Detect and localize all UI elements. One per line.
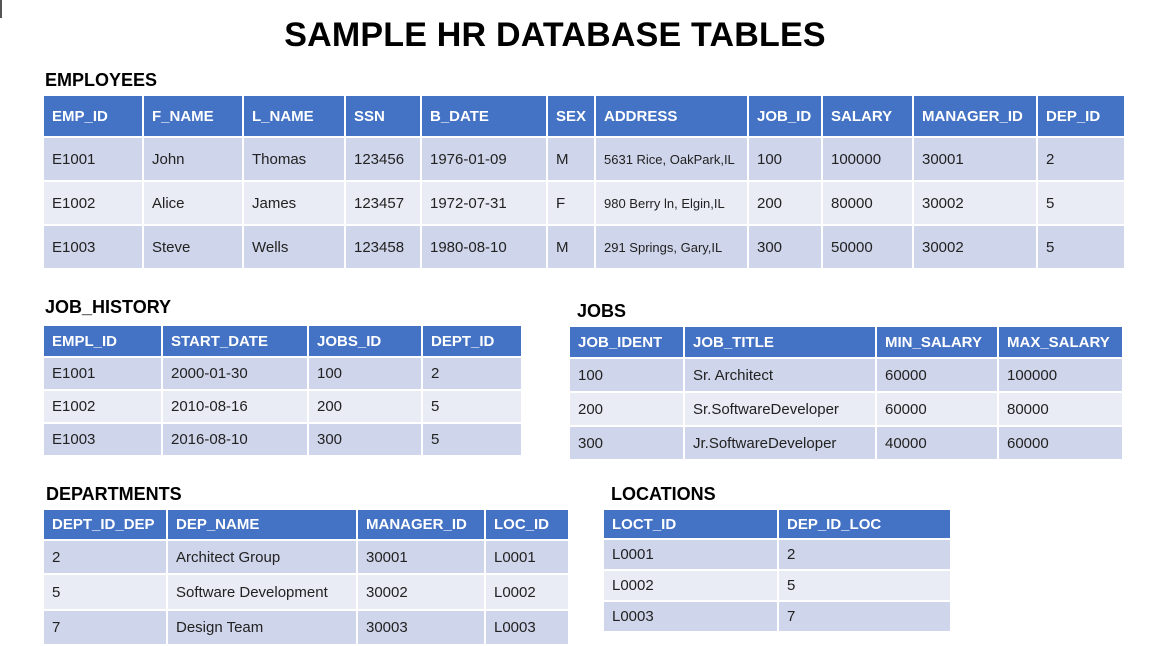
table-cell: 100000 — [822, 137, 913, 181]
table-cell: F — [547, 181, 595, 225]
table-row — [43, 357, 522, 390]
departments-label: DEPARTMENTS — [46, 484, 182, 504]
table-cell: 100 — [308, 357, 422, 390]
table-row — [569, 358, 1123, 392]
table-cell: 5 — [1037, 225, 1125, 269]
col-header: START_DATE — [162, 325, 308, 357]
table-row — [43, 181, 1125, 225]
table-cell: 100 — [748, 137, 822, 181]
table-cell: M — [547, 225, 595, 269]
table-cell: 300 — [569, 426, 684, 460]
table-row — [569, 392, 1123, 426]
table-cell: 2 — [1037, 137, 1125, 181]
table-cell: 2000-01-30 — [162, 357, 308, 390]
table-cell: 2 — [778, 539, 951, 570]
table-cell: 1980-08-10 — [421, 225, 547, 269]
col-header: MIN_SALARY — [876, 326, 998, 358]
employees-header-row — [43, 95, 1125, 137]
col-header: DEPT_ID_DEP — [43, 509, 167, 540]
table-cell: Sr.SoftwareDeveloper — [684, 392, 876, 426]
col-header: JOB_TITLE — [684, 326, 876, 358]
table-cell: 123458 — [345, 225, 421, 269]
table-cell: 80000 — [822, 181, 913, 225]
table-cell: John — [143, 137, 243, 181]
table-row — [43, 225, 1125, 269]
col-header: LOC_ID — [485, 509, 569, 540]
table-cell: Alice — [143, 181, 243, 225]
col-header: SALARY — [822, 95, 913, 137]
table-row — [603, 601, 951, 632]
col-header: MANAGER_ID — [913, 95, 1037, 137]
col-header: MANAGER_ID — [357, 509, 485, 540]
table-cell: L0001 — [485, 540, 569, 574]
table-cell: Sr. Architect — [684, 358, 876, 392]
table-cell: 2 — [43, 540, 167, 574]
table-cell: Thomas — [243, 137, 345, 181]
table-row — [43, 610, 569, 645]
table-row — [603, 570, 951, 601]
table-cell: L0003 — [485, 610, 569, 645]
jobs-label: JOBS — [577, 301, 627, 321]
locations-table — [602, 508, 952, 633]
col-header: DEP_ID_LOC — [778, 509, 951, 539]
employees-label: EMPLOYEES — [45, 70, 158, 90]
table-cell: Design Team — [167, 610, 357, 645]
job-history-label: JOB_HISTORY — [45, 297, 172, 317]
table-cell: 123457 — [345, 181, 421, 225]
page-title: SAMPLE HR DATABASE TABLES — [284, 16, 826, 54]
table-cell: Architect Group — [167, 540, 357, 574]
col-header: SEX — [547, 95, 595, 137]
table-cell: James — [243, 181, 345, 225]
table-cell: 7 — [778, 601, 951, 632]
table-cell: 60000 — [876, 392, 998, 426]
col-header: MAX_SALARY — [998, 326, 1123, 358]
col-header: B_DATE — [421, 95, 547, 137]
table-cell: 100 — [569, 358, 684, 392]
table-cell: 1976-01-09 — [421, 137, 547, 181]
table-cell: 200 — [748, 181, 822, 225]
table-cell: 5 — [43, 574, 167, 610]
table-cell: 123456 — [345, 137, 421, 181]
table-cell: L0003 — [603, 601, 778, 632]
table-cell: Wells — [243, 225, 345, 269]
table-cell: 30002 — [913, 181, 1037, 225]
table-cell: 5 — [778, 570, 951, 601]
table-cell: 5 — [1037, 181, 1125, 225]
table-cell: 30002 — [357, 574, 485, 610]
col-header: LOCT_ID — [603, 509, 778, 539]
table-cell: 60000 — [876, 358, 998, 392]
table-cell: 50000 — [822, 225, 913, 269]
col-header: L_NAME — [243, 95, 345, 137]
table-cell: 30003 — [357, 610, 485, 645]
table-row — [43, 423, 522, 456]
table-cell: E1001 — [43, 137, 143, 181]
table-cell: 100000 — [998, 358, 1123, 392]
table-cell: 2010-08-16 — [162, 390, 308, 423]
table-row — [569, 426, 1123, 460]
table-cell: 7 — [43, 610, 167, 645]
col-header: DEP_NAME — [167, 509, 357, 540]
table-cell: Jr.SoftwareDeveloper — [684, 426, 876, 460]
table-cell: Software Development — [167, 574, 357, 610]
table-cell: Steve — [143, 225, 243, 269]
table-row — [43, 137, 1125, 181]
table-cell: 2 — [422, 357, 522, 390]
table-cell: L0001 — [603, 539, 778, 570]
table-row — [603, 539, 951, 570]
table-row — [43, 390, 522, 423]
table-cell: 300 — [748, 225, 822, 269]
table-cell: E1003 — [43, 423, 162, 456]
col-header: JOB_ID — [748, 95, 822, 137]
col-header: DEP_ID — [1037, 95, 1125, 137]
job-history-table — [42, 324, 523, 457]
table-cell: 30001 — [357, 540, 485, 574]
col-header: ADDRESS — [595, 95, 748, 137]
table-row — [43, 574, 569, 610]
table-cell: 30002 — [913, 225, 1037, 269]
table-cell: E1002 — [43, 181, 143, 225]
departments-table — [42, 508, 570, 646]
employees-table — [42, 94, 1126, 270]
table-cell: 200 — [308, 390, 422, 423]
table-cell: 200 — [569, 392, 684, 426]
table-cell: L0002 — [603, 570, 778, 601]
jobs-table — [568, 325, 1124, 461]
table-cell: 291 Springs, Gary,IL — [595, 225, 748, 269]
col-header: DEPT_ID — [422, 325, 522, 357]
table-cell: E1002 — [43, 390, 162, 423]
table-cell: 60000 — [998, 426, 1123, 460]
table-row — [43, 540, 569, 574]
table-cell: 30001 — [913, 137, 1037, 181]
table-cell: 2016-08-10 — [162, 423, 308, 456]
table-cell: 300 — [308, 423, 422, 456]
table-cell: 40000 — [876, 426, 998, 460]
locations-header-row — [603, 509, 951, 539]
table-cell: 980 Berry ln, Elgin,IL — [595, 181, 748, 225]
table-cell: 5 — [422, 390, 522, 423]
table-cell: E1003 — [43, 225, 143, 269]
table-cell: 5631 Rice, OakPark,IL — [595, 137, 748, 181]
departments-header-row — [43, 509, 569, 540]
col-header: SSN — [345, 95, 421, 137]
table-cell: 1972-07-31 — [421, 181, 547, 225]
table-cell: M — [547, 137, 595, 181]
col-header: EMP_ID — [43, 95, 143, 137]
table-cell: L0002 — [485, 574, 569, 610]
table-cell: 5 — [422, 423, 522, 456]
col-header: JOBS_ID — [308, 325, 422, 357]
job-history-header-row — [43, 325, 522, 357]
locations-label: LOCATIONS — [611, 484, 716, 504]
col-header: F_NAME — [143, 95, 243, 137]
table-cell: E1001 — [43, 357, 162, 390]
jobs-header-row — [569, 326, 1123, 358]
table-cell: 80000 — [998, 392, 1123, 426]
col-header: EMPL_ID — [43, 325, 162, 357]
col-header: JOB_IDENT — [569, 326, 684, 358]
